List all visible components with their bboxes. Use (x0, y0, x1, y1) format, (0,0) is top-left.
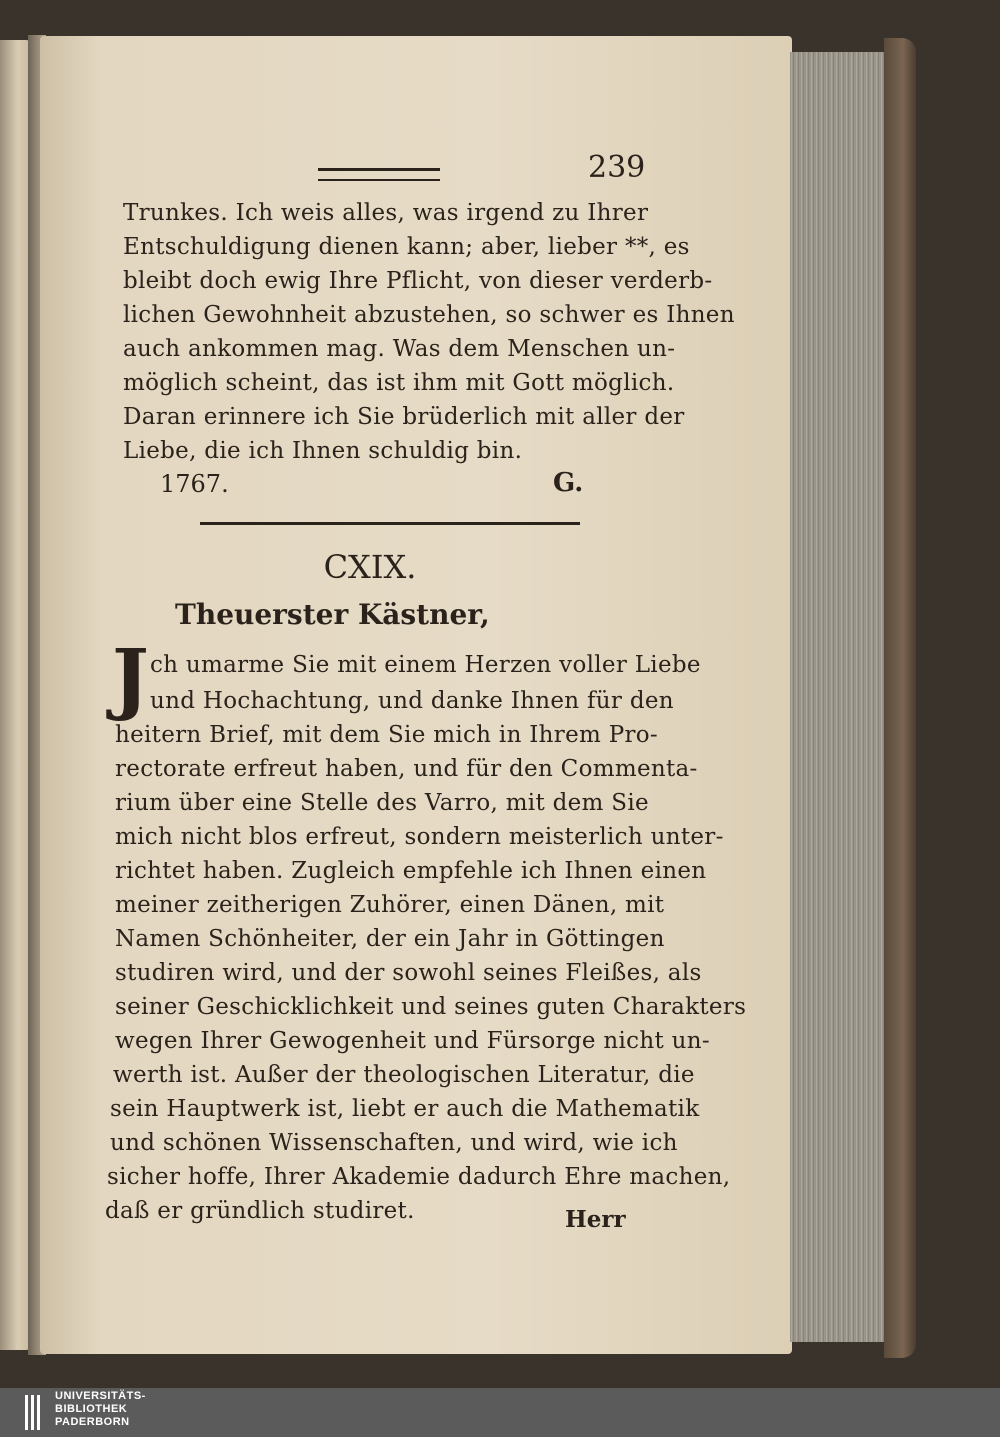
text-line: heitern Brief, mit dem Sie mich in Ihrem Pro- (115, 722, 659, 748)
text-line: daß er gründlich studiret. (105, 1198, 415, 1224)
library-logo-text (55, 1390, 146, 1429)
text-line: meiner zeitherigen Zuhörer, einen Dänen, mit (115, 892, 665, 918)
header-ornament (318, 168, 440, 181)
text-line: Liebe, die ich Ihnen schuldig bin. (123, 438, 523, 464)
text-line: wegen Ihrer Gewogenheit und Fürsorge nicht un- (115, 1028, 710, 1054)
library-logo-icon (25, 1395, 45, 1430)
text-line: rectorate erfreut haben, und für den Commenta- (115, 756, 698, 782)
text-line: seiner Geschicklichkeit und seines guten Charakters (115, 994, 747, 1020)
drop-capital: J (112, 633, 149, 724)
letter-date: 1767. (160, 470, 229, 498)
library-footer (0, 1388, 1000, 1437)
logo-line: BIBLIOTHEK (55, 1403, 128, 1415)
page-number: 239 (588, 150, 646, 185)
text-line: Daran erinnere ich Sie brüderlich mit aller der (123, 404, 685, 430)
text-line: und schönen Wissenschaften, und wird, wie ich (110, 1130, 678, 1156)
letter-signature: G. (553, 468, 584, 498)
text-line: und Hochachtung, und danke Ihnen für den (150, 688, 674, 714)
letter-salutation: Theuerster Kästner, (175, 598, 490, 631)
section-rule (200, 522, 580, 525)
text-line: sein Hauptwerk ist, liebt er auch die Mathematik (110, 1096, 700, 1122)
logo-line: UNIVERSITÄTS- (55, 1390, 146, 1402)
letter-number: CXIX. (323, 548, 417, 586)
logo-line: PADERBORN (55, 1416, 130, 1428)
text-line: richtet haben. Zugleich empfehle ich Ihnen einen (115, 858, 707, 884)
text-line: möglich scheint, das ist ihm mit Gott möglich. (123, 370, 675, 396)
text-line: werth ist. Außer der theologischen Literatur, die (113, 1062, 695, 1088)
catchword: Herr (565, 1206, 626, 1233)
text-line: Trunkes. Ich weis alles, was irgend zu Ihrer (123, 200, 649, 226)
text-line: Namen Schönheiter, der ein Jahr in Göttingen (115, 926, 665, 952)
text-line: bleibt doch ewig Ihre Pflicht, von dieser verderb- (123, 268, 713, 294)
text-line: studiren wird, und der sowohl seines Fleißes, als (115, 960, 702, 986)
text-line: lichen Gewohnheit abzustehen, so schwer es Ihnen (123, 302, 735, 328)
text-line: Entschuldigung dienen kann; aber, lieber **, es (123, 234, 690, 260)
text-line: sicher hoffe, Ihrer Akademie dadurch Ehre machen, (107, 1164, 731, 1190)
text-line: auch ankommen mag. Was dem Menschen un- (123, 336, 676, 362)
text-line: mich nicht blos erfreut, sondern meisterlich unter- (115, 824, 724, 850)
text-line: ch umarme Sie mit einem Herzen voller Liebe (150, 652, 701, 678)
text-line: rium über eine Stelle des Varro, mit dem Sie (115, 790, 649, 816)
